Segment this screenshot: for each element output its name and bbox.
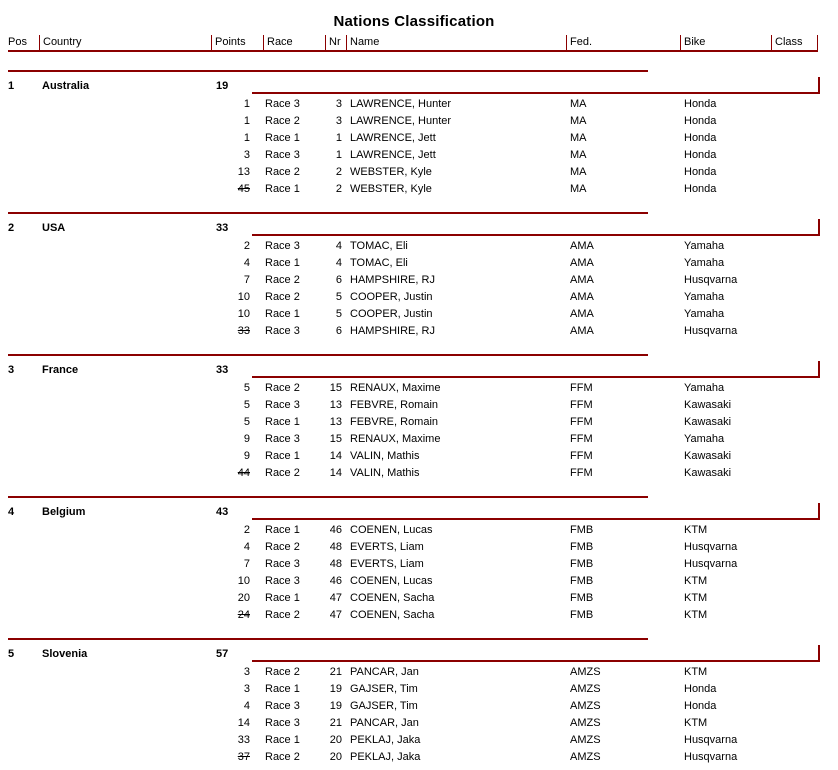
row-federation: AMA <box>570 274 594 286</box>
row-rider-name: FEBVRE, Romain <box>350 399 439 411</box>
row-race: Race 2 <box>265 467 300 479</box>
row-points: 13 <box>237 166 250 178</box>
row-federation: MA <box>570 132 587 144</box>
row-race: Race 2 <box>265 609 300 621</box>
header-cell-country: Country <box>39 35 211 52</box>
row-race: Race 2 <box>265 274 300 286</box>
result-row <box>0 113 838 130</box>
row-race: Race 1 <box>265 683 300 695</box>
row-race: Race 2 <box>265 291 300 303</box>
row-points: 1 <box>243 132 250 144</box>
result-row <box>0 130 838 147</box>
header-end-tick <box>817 35 818 52</box>
row-points: 5 <box>243 416 250 428</box>
row-federation: AMA <box>570 291 594 303</box>
row-rider-name: RENAUX, Maxime <box>350 433 441 445</box>
row-race: Race 2 <box>265 751 300 763</box>
row-federation: FMB <box>570 541 594 553</box>
row-points: 5 <box>243 399 250 411</box>
row-rider-name: LAWRENCE, Jett <box>350 149 436 161</box>
row-rider-number: 13 <box>329 416 342 428</box>
row-bike-brand: Honda <box>684 700 717 712</box>
section-position: 2 <box>8 222 15 234</box>
row-race: Race 3 <box>265 558 300 570</box>
row-rider-name: LAWRENCE, Jett <box>350 132 436 144</box>
row-rider-number: 1 <box>335 149 342 161</box>
result-row <box>0 164 838 181</box>
row-race: Race 1 <box>265 450 300 462</box>
row-points: 1 <box>243 115 250 127</box>
section-result-rows <box>0 522 838 624</box>
section-separator-line <box>8 638 648 640</box>
row-bike-brand: Husqvarna <box>684 325 738 337</box>
row-race: Race 3 <box>265 98 300 110</box>
row-federation: AMA <box>570 257 594 269</box>
row-federation: AMZS <box>570 717 601 729</box>
row-federation: FFM <box>570 382 593 394</box>
row-federation: FFM <box>570 399 593 411</box>
row-bike-brand: KTM <box>684 592 708 604</box>
row-bike-brand: Honda <box>684 183 717 195</box>
result-row <box>0 556 838 573</box>
nation-section-usa <box>0 212 838 354</box>
row-rider-number: 2 <box>335 183 342 195</box>
row-rider-number: 47 <box>329 592 342 604</box>
row-federation: MA <box>570 149 587 161</box>
row-rider-name: FEBVRE, Romain <box>350 416 439 428</box>
row-bike-brand: Yamaha <box>684 433 725 445</box>
row-points: 5 <box>243 382 250 394</box>
row-race: Race 1 <box>265 734 300 746</box>
row-federation: AMA <box>570 325 594 337</box>
row-bike-brand: KTM <box>684 524 708 536</box>
row-bike-brand: Honda <box>684 98 717 110</box>
row-bike-brand: KTM <box>684 666 708 678</box>
row-rider-number: 20 <box>329 751 342 763</box>
section-position: 1 <box>8 80 15 92</box>
row-rider-number: 21 <box>329 717 342 729</box>
row-bike-brand: Kawasaki <box>684 467 732 479</box>
row-points: 7 <box>243 274 250 286</box>
header-cell-race: Race <box>263 35 325 52</box>
row-rider-name: EVERTS, Liam <box>350 558 424 570</box>
section-total-points: 43 <box>216 506 229 518</box>
result-row <box>0 698 838 715</box>
row-rider-number: 13 <box>329 399 342 411</box>
row-bike-brand: Honda <box>684 149 717 161</box>
row-bike-brand: Husqvarna <box>684 274 738 286</box>
result-row <box>0 272 838 289</box>
row-rider-name: LAWRENCE, Hunter <box>350 98 452 110</box>
section-position: 5 <box>8 648 15 660</box>
section-country-name: Slovenia <box>42 648 88 660</box>
row-bike-brand: Honda <box>684 115 717 127</box>
section-country-name: Australia <box>42 80 90 92</box>
section-separator-line <box>8 496 648 498</box>
row-rider-number: 4 <box>335 257 342 269</box>
row-bike-brand: Husqvarna <box>684 558 738 570</box>
row-points: 20 <box>237 592 250 604</box>
row-rider-name: COENEN, Sacha <box>350 609 435 621</box>
row-federation: MA <box>570 183 587 195</box>
row-rider-name: COENEN, Sacha <box>350 592 435 604</box>
nation-section-belgium <box>0 496 838 638</box>
row-points: 2 <box>243 524 250 536</box>
row-bike-brand: Kawasaki <box>684 450 732 462</box>
row-rider-number: 46 <box>329 524 342 536</box>
result-row <box>0 681 838 698</box>
result-row <box>0 289 838 306</box>
nation-section-slovenia <box>0 638 838 770</box>
row-race: Race 1 <box>265 257 300 269</box>
row-rider-name: COENEN, Lucas <box>350 575 433 587</box>
row-rider-number: 21 <box>329 666 342 678</box>
result-row <box>0 732 838 749</box>
row-race: Race 2 <box>265 115 300 127</box>
row-bike-brand: Honda <box>684 166 717 178</box>
row-race: Race 1 <box>265 132 300 144</box>
row-points: 4 <box>243 700 250 712</box>
row-race: Race 1 <box>265 592 300 604</box>
result-row <box>0 238 838 255</box>
result-row <box>0 397 838 414</box>
row-points: 2 <box>243 240 250 252</box>
result-row <box>0 448 838 465</box>
result-row <box>0 715 838 732</box>
result-row <box>0 96 838 113</box>
row-race: Race 2 <box>265 382 300 394</box>
row-federation: AMZS <box>570 666 601 678</box>
result-row <box>0 380 838 397</box>
row-rider-name: TOMAC, Eli <box>350 257 408 269</box>
row-rider-number: 19 <box>329 700 342 712</box>
row-rider-number: 3 <box>335 98 342 110</box>
row-federation: MA <box>570 166 587 178</box>
row-points: 1 <box>243 98 250 110</box>
row-federation: FMB <box>570 609 594 621</box>
section-underline-bracket <box>252 77 820 94</box>
row-points: 37 <box>237 751 250 763</box>
section-result-rows <box>0 664 838 766</box>
row-federation: FMB <box>570 524 594 536</box>
section-result-rows <box>0 238 838 340</box>
row-rider-name: PEKLAJ, Jaka <box>350 734 421 746</box>
row-rider-name: TOMAC, Eli <box>350 240 408 252</box>
result-row <box>0 539 838 556</box>
result-row <box>0 323 838 340</box>
result-row <box>0 414 838 431</box>
row-bike-brand: Honda <box>684 132 717 144</box>
row-race: Race 1 <box>265 524 300 536</box>
section-total-points: 33 <box>216 364 229 376</box>
row-race: Race 1 <box>265 308 300 320</box>
row-points: 45 <box>237 183 250 195</box>
section-total-points: 57 <box>216 648 229 660</box>
row-federation: FFM <box>570 433 593 445</box>
row-rider-number: 14 <box>329 450 342 462</box>
row-race: Race 3 <box>265 575 300 587</box>
row-federation: FMB <box>570 558 594 570</box>
row-rider-name: COENEN, Lucas <box>350 524 433 536</box>
row-rider-number: 4 <box>335 240 342 252</box>
row-bike-brand: KTM <box>684 575 708 587</box>
header-cell-bike: Bike <box>680 35 771 52</box>
row-rider-name: LAWRENCE, Hunter <box>350 115 452 127</box>
row-federation: FFM <box>570 450 593 462</box>
row-rider-name: GAJSER, Tim <box>350 700 418 712</box>
row-race: Race 1 <box>265 183 300 195</box>
result-row <box>0 147 838 164</box>
row-points: 10 <box>237 308 250 320</box>
result-row <box>0 465 838 482</box>
row-bike-brand: Husqvarna <box>684 734 738 746</box>
row-bike-brand: Yamaha <box>684 291 725 303</box>
row-federation: AMA <box>570 308 594 320</box>
row-bike-brand: Yamaha <box>684 382 725 394</box>
row-rider-name: GAJSER, Tim <box>350 683 418 695</box>
row-race: Race 1 <box>265 416 300 428</box>
row-rider-number: 48 <box>329 541 342 553</box>
row-race: Race 3 <box>265 433 300 445</box>
section-underline-bracket <box>252 361 820 378</box>
section-separator-line <box>8 70 648 72</box>
section-position: 4 <box>8 506 15 518</box>
row-bike-brand: Husqvarna <box>684 751 738 763</box>
section-underline-bracket <box>252 503 820 520</box>
row-federation: MA <box>570 98 587 110</box>
row-points: 44 <box>237 467 250 479</box>
row-race: Race 3 <box>265 700 300 712</box>
row-race: Race 3 <box>265 325 300 337</box>
row-rider-name: HAMPSHIRE, RJ <box>350 274 435 286</box>
row-race: Race 2 <box>265 666 300 678</box>
nation-section-australia <box>0 70 838 212</box>
result-row <box>0 255 838 272</box>
row-rider-number: 5 <box>335 291 342 303</box>
page-title: Nations Classification <box>333 13 495 30</box>
row-points: 24 <box>237 609 250 621</box>
row-federation: AMZS <box>570 700 601 712</box>
row-points: 10 <box>237 575 250 587</box>
section-separator-line <box>8 212 648 214</box>
row-federation: FFM <box>570 416 593 428</box>
row-points: 3 <box>243 683 250 695</box>
row-rider-number: 20 <box>329 734 342 746</box>
row-rider-name: PANCAR, Jan <box>350 666 419 678</box>
row-points: 14 <box>237 717 250 729</box>
row-race: Race 3 <box>265 149 300 161</box>
result-row <box>0 664 838 681</box>
row-rider-name: COOPER, Justin <box>350 308 433 320</box>
row-points: 10 <box>237 291 250 303</box>
result-row <box>0 181 838 198</box>
result-row <box>0 522 838 539</box>
row-rider-name: WEBSTER, Kyle <box>350 183 432 195</box>
header-cell-class: Class <box>771 35 817 52</box>
row-race: Race 2 <box>265 541 300 553</box>
section-country-name: France <box>42 364 79 376</box>
result-row <box>0 590 838 607</box>
row-bike-brand: Kawasaki <box>684 399 732 411</box>
section-result-rows <box>0 96 838 198</box>
row-rider-name: RENAUX, Maxime <box>350 382 441 394</box>
header-cell-pos: Pos <box>8 35 39 52</box>
row-rider-number: 48 <box>329 558 342 570</box>
row-bike-brand: Husqvarna <box>684 541 738 553</box>
result-row <box>0 431 838 448</box>
row-rider-name: PANCAR, Jan <box>350 717 419 729</box>
header-cell-fed: Fed. <box>566 35 680 52</box>
row-rider-name: VALIN, Mathis <box>350 450 420 462</box>
row-rider-number: 1 <box>335 132 342 144</box>
row-race: Race 3 <box>265 399 300 411</box>
row-bike-brand: Yamaha <box>684 308 725 320</box>
row-race: Race 2 <box>265 166 300 178</box>
section-country-name: USA <box>42 222 66 234</box>
row-rider-number: 2 <box>335 166 342 178</box>
header-cell-nr: Nr <box>325 35 346 52</box>
row-race: Race 3 <box>265 240 300 252</box>
result-row <box>0 573 838 590</box>
row-rider-number: 5 <box>335 308 342 320</box>
row-rider-number: 14 <box>329 467 342 479</box>
row-points: 33 <box>237 734 250 746</box>
row-rider-number: 3 <box>335 115 342 127</box>
header-cell-points: Points <box>211 35 263 52</box>
row-bike-brand: Yamaha <box>684 257 725 269</box>
row-bike-brand: Yamaha <box>684 240 725 252</box>
row-federation: FMB <box>570 575 594 587</box>
row-points: 3 <box>243 149 250 161</box>
row-federation: AMA <box>570 240 594 252</box>
row-rider-number: 19 <box>329 683 342 695</box>
row-rider-number: 46 <box>329 575 342 587</box>
row-points: 9 <box>243 433 250 445</box>
row-rider-name: VALIN, Mathis <box>350 467 420 479</box>
row-federation: AMZS <box>570 683 601 695</box>
row-rider-name: EVERTS, Liam <box>350 541 424 553</box>
nation-section-france <box>0 354 838 496</box>
section-separator-line <box>8 354 648 356</box>
result-row <box>0 306 838 323</box>
section-position: 3 <box>8 364 15 376</box>
row-points: 3 <box>243 666 250 678</box>
row-rider-number: 15 <box>329 433 342 445</box>
row-rider-number: 6 <box>335 325 342 337</box>
row-points: 7 <box>243 558 250 570</box>
section-total-points: 19 <box>216 80 229 92</box>
header-cell-name: Name <box>346 35 566 52</box>
section-total-points: 33 <box>216 222 229 234</box>
row-rider-number: 15 <box>329 382 342 394</box>
row-points: 33 <box>237 325 250 337</box>
row-bike-brand: KTM <box>684 717 708 729</box>
row-race: Race 3 <box>265 717 300 729</box>
row-federation: AMZS <box>570 734 601 746</box>
row-rider-number: 6 <box>335 274 342 286</box>
section-underline-bracket <box>252 645 820 662</box>
row-federation: FMB <box>570 592 594 604</box>
row-federation: MA <box>570 115 587 127</box>
result-row <box>0 749 838 766</box>
row-rider-name: PEKLAJ, Jaka <box>350 751 421 763</box>
row-points: 4 <box>243 541 250 553</box>
row-rider-name: COOPER, Justin <box>350 291 433 303</box>
row-rider-name: WEBSTER, Kyle <box>350 166 432 178</box>
row-rider-name: HAMPSHIRE, RJ <box>350 325 435 337</box>
row-rider-number: 47 <box>329 609 342 621</box>
row-federation: AMZS <box>570 751 601 763</box>
result-row <box>0 607 838 624</box>
section-underline-bracket <box>252 219 820 236</box>
row-bike-brand: Kawasaki <box>684 416 732 428</box>
row-bike-brand: Honda <box>684 683 717 695</box>
row-points: 9 <box>243 450 250 462</box>
row-bike-brand: KTM <box>684 609 708 621</box>
section-result-rows <box>0 380 838 482</box>
row-points: 4 <box>243 257 250 269</box>
row-federation: FFM <box>570 467 593 479</box>
section-country-name: Belgium <box>42 506 86 518</box>
